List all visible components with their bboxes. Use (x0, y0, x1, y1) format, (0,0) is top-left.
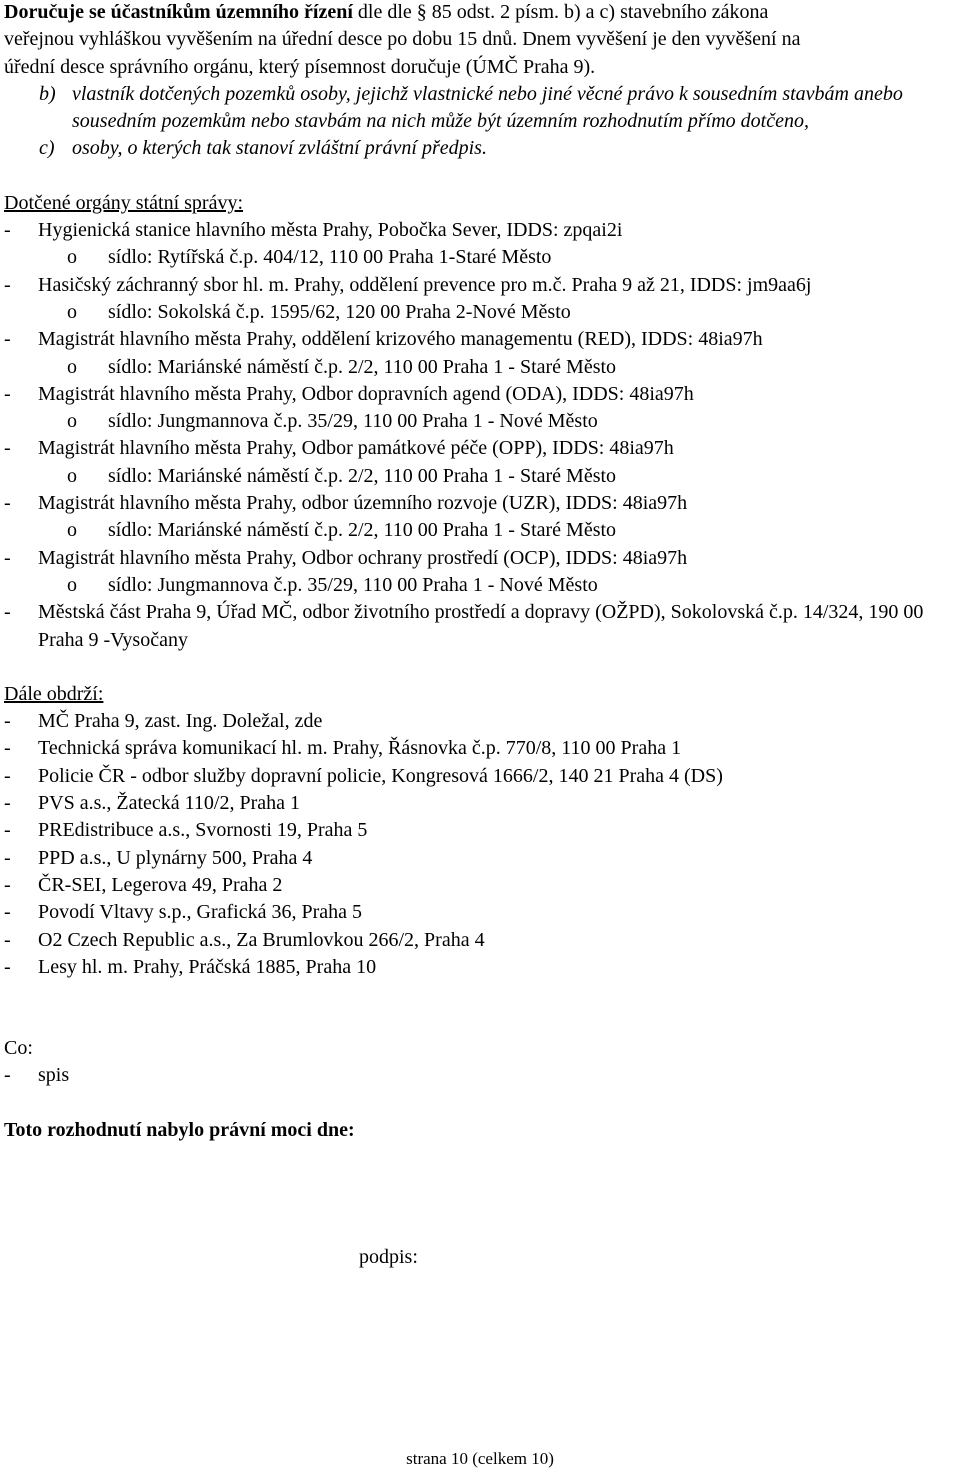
participant-item (39, 135, 954, 162)
intro-line-2: veřejnou vyhláškou vyvěšením na úřední desce po dobu 15 dnů. Dnem vyvěšení je den vyvěšení na (4, 28, 801, 51)
authorities-heading: Dotčené orgány státní správy: (4, 191, 244, 214)
authority-seat: sídlo: Sokolská č.p. 1595/62, 120 00 Praha 2-Nové Město (108, 300, 571, 323)
authority-name: Magistrát hlavního města Prahy, oddělení krizového managementu (RED), IDDS: 48ia97h (38, 328, 763, 351)
recipient-item: - PPD a.s., U plynárny 500, Praha 4 (4, 846, 313, 869)
copy-item: - spis (4, 1064, 70, 1087)
recipients-section (4, 681, 954, 981)
participant-list (39, 81, 954, 163)
authority-seat: sídlo: Mariánské náměstí č.p. 2/2, 110 00 Praha 1 - Staré Město (108, 519, 617, 542)
authority-name: Magistrát hlavního města Prahy, Odbor památkové péče (OPP), IDDS: 48ia97h (38, 437, 674, 460)
signature-label: podpis: (359, 1246, 418, 1268)
recipient-item: - PREdistribuce a.s., Svornosti 19, Praha 5 (4, 819, 368, 842)
authority-seat: sídlo: Jungmannova č.p. 35/29, 110 00 Praha 1 - Nové Město (108, 573, 598, 596)
copy-heading: Co: (4, 1037, 33, 1060)
recipient-item: - Lesy hl. m. Prahy, Práčská 1885, Praha 10 (4, 955, 377, 978)
delivery-heading: Doručuje se účastníkům územního řízení (4, 1, 353, 23)
participant-item (39, 81, 954, 136)
authority-item: - Městská část Praha 9, Úřad MČ, odbor životního prostředí a dopravy (OŽPD), Sokolovská č.p. 14/324, 190 00 Praha 9 -Vysočany (4, 599, 954, 654)
authority-item: - Magistrát hlavního města Prahy, oddělení krizového managementu (RED), IDDS: 48ia97h o sídlo: Mariánské náměstí č.p. 2/2, 110 00 Praha 1 - Staré Město (4, 326, 954, 381)
legal-force-line: Toto rozhodnutí nabylo právní moci dne: (4, 1118, 355, 1141)
recipient-item: - PVS a.s., Žatecká 110/2, Praha 1 (4, 792, 300, 815)
recipient-item: - MČ Praha 9, zast. Ing. Doležal, zde (4, 710, 323, 733)
recipient-item: - Technická správa komunikací hl. m. Prahy, Řásnovka č.p. 770/8, 110 00 Praha 1 (4, 737, 682, 760)
authority-name: Magistrát hlavního města Prahy, Odbor ochrany prostředí (OCP), IDDS: 48ia97h (38, 546, 688, 569)
recipient-item: - Povodí Vltavy s.p., Grafická 36, Praha 5 (4, 901, 363, 924)
item-text: osoby, o kterých tak stanoví zvláštní právní předpis. (72, 137, 487, 160)
authorities-section (4, 190, 954, 654)
authority-seat: sídlo: Mariánské náměstí č.p. 2/2, 110 00 Praha 1 - Staré Město (108, 464, 617, 487)
recipient-item: - O2 Czech Republic a.s., Za Brumlovkou 266/2, Praha 4 (4, 928, 485, 951)
authority-item: - Hasičský záchranný sbor hl. m. Prahy, oddělení prevence pro m.č. Praha 9 až 21, IDDS: jm9aa6j o sídlo: Sokolská č.p. 1595/62, 120 00 Praha 2-Nové Město (4, 272, 954, 327)
authority-item: - Magistrát hlavního města Prahy, Odbor dopravních agend (ODA), IDDS: 48ia97h o sídlo: Jungmannova č.p. 35/29, 110 00 Praha 1 - Nové Město (4, 381, 954, 436)
intro-paragraph (4, 0, 954, 81)
page-footer: strana 10 (celkem 10) (406, 1449, 554, 1468)
authority-name: Hasičský záchranný sbor hl. m. Prahy, oddělení prevence pro m.č. Praha 9 až 21, IDDS: jm9aa6j (38, 273, 812, 296)
authority-item: - Magistrát hlavního města Prahy, odbor územního rozvoje (UZR), IDDS: 48ia97h o sídlo: Mariánské náměstí č.p. 2/2, 110 00 Praha 1 - Staré Město (4, 490, 954, 545)
item-label: b) (39, 82, 56, 105)
authority-seat: sídlo: Jungmannova č.p. 35/29, 110 00 Praha 1 - Nové Město (108, 410, 598, 433)
intro-line-3: úřední desce správního orgánu, který písemnost doručuje (ÚMČ Praha 9). (4, 55, 596, 78)
item-label: c) (39, 137, 55, 160)
authority-item: - Hygienická stanice hlavního města Prahy, Pobočka Sever, IDDS: zpqai2i o sídlo: Rytířská č.p. 404/12, 110 00 Praha 1-Staré Město (4, 217, 954, 272)
document-page (4, 0, 954, 1144)
recipient-item: - Policie ČR - odbor služby dopravní policie, Kongresová 1666/2, 140 21 Praha 4 (DS) (4, 764, 723, 787)
authority-seat: sídlo: Mariánské náměstí č.p. 2/2, 110 00 Praha 1 - Staré Město (108, 355, 617, 378)
authority-name: Hygienická stanice hlavního města Prahy, Pobočka Sever, IDDS: zpqai2i (38, 219, 623, 242)
copy-section (4, 1035, 954, 1090)
item-text: vlastník dotčených pozemků osoby, jejichž vlastnické nebo jiné věcné právo k sousedním stavbám anebo sousedním pozemkům nebo stavbám na nich může být územním rozhodnutím přímo dotčeno, (72, 82, 903, 133)
recipients-heading: Dále obdrží: (4, 682, 104, 705)
authority-item: - Magistrát hlavního města Prahy, Odbor ochrany prostředí (OCP), IDDS: 48ia97h o sídlo: Jungmannova č.p. 35/29, 110 00 Praha 1 - Nové Město (4, 545, 954, 600)
authority-seat: sídlo: Rytířská č.p. 404/12, 110 00 Praha 1-Staré Město (108, 246, 552, 269)
authority-name: Magistrát hlavního města Prahy, odbor územního rozvoje (UZR), IDDS: 48ia97h (38, 492, 688, 515)
authority-item: - Magistrát hlavního města Prahy, Odbor památkové péče (OPP), IDDS: 48ia97h o sídlo: Mariánské náměstí č.p. 2/2, 110 00 Praha 1 - Staré Město (4, 435, 954, 490)
authority-name: Městská část Praha 9, Úřad MČ, odbor životního prostředí a dopravy (OŽPD), Sokolovská č.p. 14/324, 190 00 Praha 9 -Vysočany (38, 601, 924, 651)
authority-name: Magistrát hlavního města Prahy, Odbor dopravních agend (ODA), IDDS: 48ia97h (38, 382, 694, 405)
intro-line-1: dle dle § 85 odst. 2 písm. b) a c) stavebního zákona (352, 1, 769, 23)
recipient-item: - ČR-SEI, Legerova 49, Praha 2 (4, 873, 283, 896)
